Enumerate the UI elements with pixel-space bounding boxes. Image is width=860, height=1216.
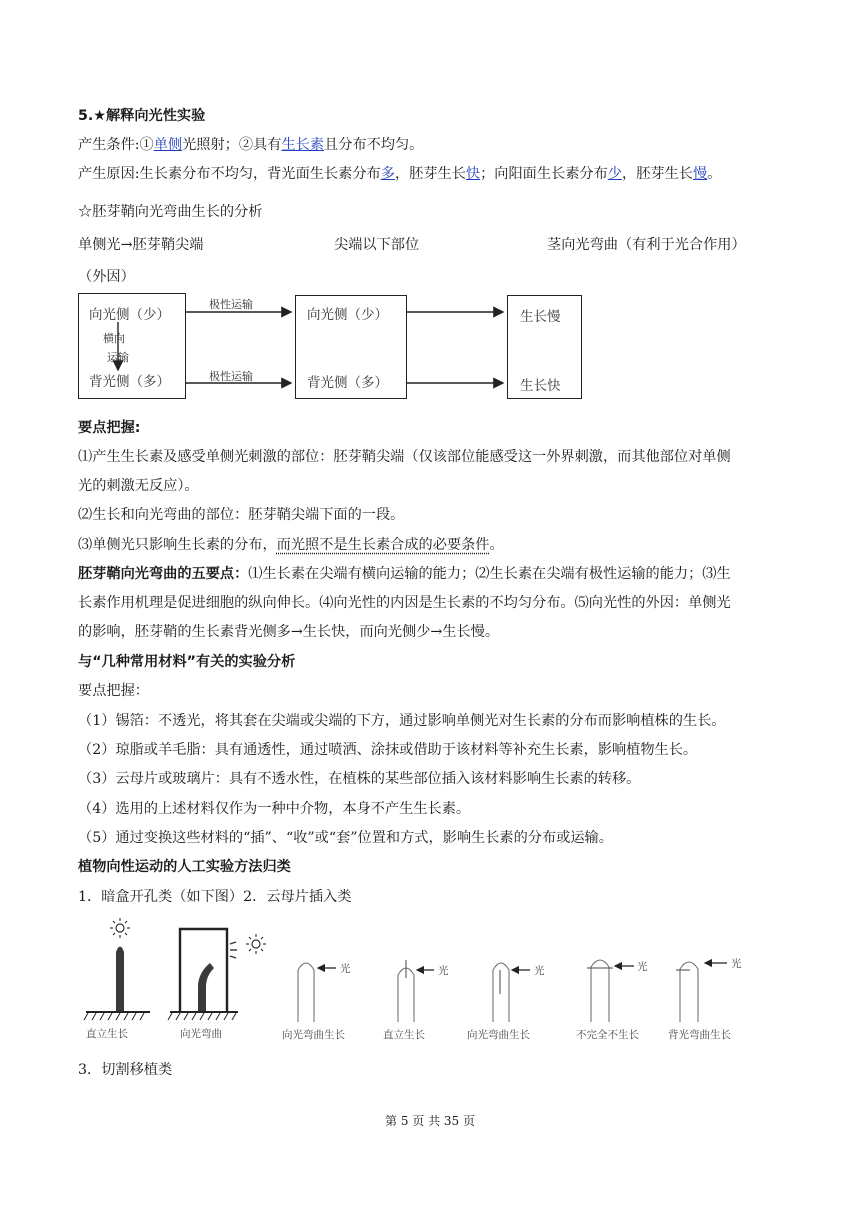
flow-col3: 茎向光弯曲（有利于光合作用） bbox=[547, 237, 746, 253]
caption-d3: 向光弯曲生长 bbox=[467, 1029, 530, 1041]
flow-col2: 尖端以下部位 bbox=[334, 237, 420, 253]
light-rays bbox=[230, 942, 237, 958]
five-points-c: 的影响，胚芽鞘的生长素背光侧多→生长快，而向光侧少→生长慢。 bbox=[78, 624, 500, 640]
keypoints-title: 要点把握: bbox=[78, 420, 141, 436]
light-label: 光 bbox=[340, 963, 351, 975]
underlined-term: 快 bbox=[465, 166, 481, 182]
material-item-1: （1）锡箔：不透光，将其套在尖端或尖端的下方，通过影响单侧光对生长素的分布而影响植株的生长。 bbox=[78, 713, 726, 729]
box-below-bottom: 背光侧（多） bbox=[307, 375, 388, 391]
box-tip-bottom: 背光侧（多） bbox=[89, 374, 170, 390]
box-tip-mid2: 运输 bbox=[107, 351, 129, 364]
kp3-text: 。 bbox=[489, 537, 504, 553]
section-title: 5.★解释向光性实验 bbox=[78, 108, 206, 124]
coleoptile-3 bbox=[493, 963, 509, 1022]
cause-text: 产生原因:生长素分布不均匀，背光面生长素分布 bbox=[78, 166, 381, 182]
light-label: 光 bbox=[731, 958, 742, 970]
kp3-text: ⑶单侧光只影响生长素的分布， bbox=[78, 537, 277, 553]
material-item-5: （5）通过变换这些材料的“插”、“收”或“套”位置和方式，影响生长素的分布或运输。 bbox=[78, 830, 613, 846]
sun-icon bbox=[246, 934, 266, 954]
materials-kp: 要点把握： bbox=[78, 683, 149, 699]
five-points-b: 长素作用机理是促进细胞的纵向伸长。⑷向光性的内因是生长素的不均匀分布。⑸向光性的外因：单侧光 bbox=[78, 595, 731, 611]
kp3-emphasis: 而光照不是生长素合成的必要条件 bbox=[276, 537, 490, 553]
flow-col1: 单侧光→胚芽鞘尖端 bbox=[78, 237, 204, 253]
method-3: 3．切割移植类 bbox=[78, 1062, 173, 1078]
underlined-term: 生长素 bbox=[281, 137, 325, 153]
material-item-4: （4）选用的上述材料仅作为一种中介物，本身不产生生长素。 bbox=[78, 801, 471, 817]
materials-title: 与“几种常用材料”有关的实验分析 bbox=[78, 654, 296, 670]
box-growth-top: 生长慢 bbox=[520, 309, 561, 325]
condition-text: 产生条件:① bbox=[78, 137, 154, 153]
arrow-label-top: 极性运输 bbox=[209, 298, 253, 311]
coleoptile-4 bbox=[591, 960, 609, 1022]
light-label: 光 bbox=[637, 961, 648, 973]
condition-text: 且分布不均匀。 bbox=[324, 137, 424, 153]
light-label: 光 bbox=[438, 965, 449, 977]
straight-seedling bbox=[116, 947, 124, 1012]
kp1-b: 光的刺激无反应）。 bbox=[78, 478, 199, 494]
cause-text: ；向阳面生长素分布 bbox=[480, 166, 608, 182]
coleoptile-1 bbox=[298, 963, 314, 1022]
methods-title: 植物向性运动的人工实验方法归类 bbox=[78, 859, 291, 875]
kp2: ⑵生长和向光弯曲的部位：胚芽鞘尖端下面的一段。 bbox=[78, 507, 405, 523]
box-growth-bottom: 生长快 bbox=[520, 378, 561, 394]
box-below-top: 向光侧（少） bbox=[307, 307, 388, 323]
caption-d2: 直立生长 bbox=[383, 1029, 425, 1041]
material-item-3: （3）云母片或玻璃片：具有不透水性，在植株的某些部位插入该材料影响生长素的转移。 bbox=[78, 771, 641, 787]
sun-icon bbox=[110, 918, 130, 938]
flow-sub: （外因） bbox=[78, 269, 135, 285]
material-item-2: （2）琼脂或羊毛脂：具有通透性，通过喷洒、涂抹或借助于该材料等补充生长素，影响植物生长。 bbox=[78, 742, 698, 758]
underlined-term: 慢 bbox=[692, 166, 708, 182]
caption-bend: 向光弯曲 bbox=[180, 1028, 222, 1040]
caption-straight: 直立生长 bbox=[86, 1028, 128, 1040]
cause-text: ，胚芽生长 bbox=[394, 166, 466, 182]
underlined-term: 单侧 bbox=[153, 137, 183, 153]
condition-text: 光照射；②具有 bbox=[182, 137, 282, 153]
coleoptile-5 bbox=[680, 962, 698, 1022]
caption-d5: 背光弯曲生长 bbox=[668, 1029, 731, 1041]
caption-d1: 向光弯曲生长 bbox=[282, 1029, 345, 1041]
box-tip-top: 向光侧（少） bbox=[89, 307, 170, 323]
caption-d4: 不完全不生长 bbox=[576, 1029, 639, 1041]
analysis-title: ☆胚芽鞘向光弯曲生长的分析 bbox=[78, 204, 263, 220]
bending-seedling bbox=[198, 963, 214, 1011]
arrow-label-bottom: 极性运输 bbox=[209, 370, 253, 383]
light-label: 光 bbox=[534, 965, 545, 977]
box-tip-mid1: 横向 bbox=[103, 332, 125, 345]
cause-text: ，胚芽生长 bbox=[622, 166, 693, 182]
underlined-term: 多 bbox=[380, 166, 395, 182]
five-points-title: 胚芽鞘向光弯曲的五要点： bbox=[78, 566, 249, 582]
cause-text: 。 bbox=[707, 166, 722, 182]
kp1-a: ⑴产生生长素及感受单侧光刺激的部位：胚芽鞘尖端（仅该部位能感受这一外界刺激，而其他部位对单侧 bbox=[78, 449, 731, 465]
method-1-2: 1．暗盒开孔类（如下图）2．云母片插入类 bbox=[78, 889, 352, 905]
page-footer: 第 5 页 共 35 页 bbox=[385, 1114, 475, 1128]
five-points-a: ⑴生长素在尖端有横向运输的能力；⑵生长素在尖端有极性运输的能力；⑶生 bbox=[248, 566, 731, 582]
underlined-term: 少 bbox=[607, 166, 622, 182]
